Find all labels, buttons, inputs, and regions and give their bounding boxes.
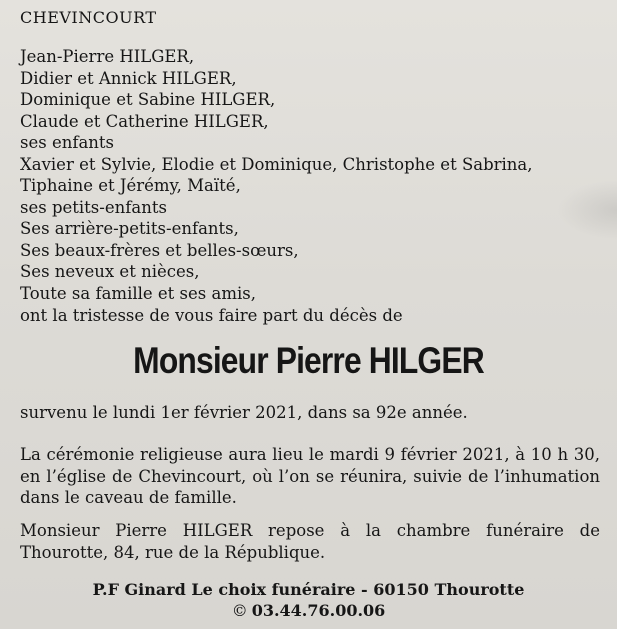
deceased-name: Monsieur Pierre HILGER (133, 340, 484, 381)
family-line: Didier et Annick HILGER, (20, 68, 237, 88)
phone-number: 03.44.76.00.06 (251, 601, 386, 620)
family-line: Jean-Pierre HILGER, (20, 47, 195, 66)
funeral-home-line: P.F Ginard Le choix funéraire - 60150 Thourotte (92, 580, 525, 599)
family-line: Ses arrière-petits-enfants, (20, 219, 239, 238)
announcement-intro: ont la tristesse de vous faire part du décès de (20, 306, 403, 325)
death-date-paragraph: survenu le lundi 1er février 2021, dans sa 92e année. (20, 403, 468, 422)
family-line: Xavier et Sylvie, Elodie et Dominique, Christophe et Sabrina, (20, 154, 533, 174)
phone-icon: © (231, 601, 248, 620)
family-line: ses enfants (20, 133, 115, 152)
phone-line (0, 601, 617, 620)
family-line: Toute sa famille et ses amis, (20, 283, 256, 303)
ceremony-paragraph: La cérémonie religieuse aura lieu le mardi 9 février 2021, à 10 h 30, en l’église de Chevincourt, où l’on se réunira, suivie de l’inhumation dans le caveau de famille. (20, 445, 600, 507)
resting-place-paragraph: Monsieur Pierre HILGER repose à la chambre funéraire de Thourotte, 84, rue de la République. (20, 521, 600, 562)
family-line: Ses neveux et nièces, (20, 262, 200, 281)
family-line: ses petits-enfants (20, 197, 167, 217)
family-line: Claude et Catherine HILGER, (20, 111, 269, 131)
bleed-through-shadow (557, 180, 617, 240)
family-line: Tiphaine et Jérémy, Maïté, (20, 176, 241, 195)
town-heading: CHEVINCOURT (20, 8, 157, 27)
family-line: Ses beaux-frères et belles-sœurs, (20, 240, 299, 260)
family-line: Dominique et Sabine HILGER, (20, 90, 276, 109)
family-list (20, 46, 533, 304)
